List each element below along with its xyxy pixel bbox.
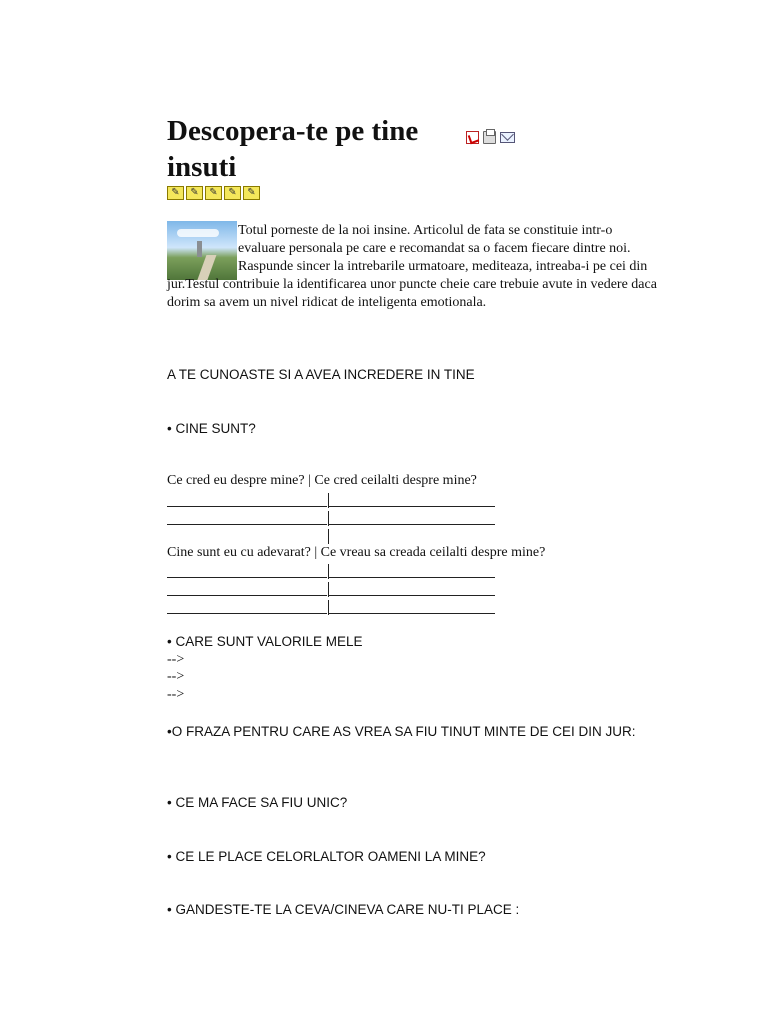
arrow-line: --> xyxy=(167,652,185,667)
answer-line-right[interactable] xyxy=(329,506,495,507)
question-fraza: •O FRAZA PENTRU CARE AS VREA SA FIU TINUT MINTE DE CEI DIN JUR: xyxy=(167,724,636,739)
answer-line-right[interactable] xyxy=(329,595,495,596)
question-place: • CE LE PLACE CELORLALTOR OAMENI LA MINE? xyxy=(167,849,486,864)
answer-line-left[interactable] xyxy=(167,506,327,507)
answer-line-right[interactable] xyxy=(329,524,495,525)
arrow-line: --> xyxy=(167,687,185,702)
table-header-2: Cine sunt eu cu adevarat? | Ce vreau sa creada ceilalti despre mine? xyxy=(167,545,546,560)
rating-star-icon[interactable]: ✎ xyxy=(167,186,184,200)
answer-row[interactable] xyxy=(167,491,497,508)
column-divider xyxy=(328,529,329,544)
rating-star-icon[interactable]: ✎ xyxy=(224,186,241,200)
print-icon[interactable] xyxy=(483,131,496,144)
question-valori: • CARE SUNT VALORILE MELE xyxy=(167,634,363,649)
answer-row[interactable] xyxy=(167,598,497,615)
answer-row[interactable] xyxy=(167,527,497,544)
article-title xyxy=(167,113,457,185)
rating-star-icon[interactable]: ✎ xyxy=(243,186,260,200)
answer-row[interactable] xyxy=(167,509,497,526)
article-intro xyxy=(167,222,659,312)
rating-star-icon[interactable]: ✎ xyxy=(186,186,203,200)
title-line-2: insuti xyxy=(167,151,237,183)
answer-row[interactable] xyxy=(167,580,497,597)
answer-line-right[interactable] xyxy=(329,577,495,578)
question-unic: • CE MA FACE SA FIU UNIC? xyxy=(167,795,348,810)
arrow-line: --> xyxy=(167,669,185,684)
rating-star-icon[interactable]: ✎ xyxy=(205,186,222,200)
section-heading: A TE CUNOASTE SI A AVEA INCREDERE IN TINE xyxy=(167,367,475,382)
answer-line-left[interactable] xyxy=(167,577,327,578)
thumbnail-spacer xyxy=(167,222,238,276)
answer-line-left[interactable] xyxy=(167,524,327,525)
question-nu-place: • GANDESTE-TE LA CEVA/CINEVA CARE NU-TI PLACE : xyxy=(167,902,520,917)
email-icon[interactable] xyxy=(500,132,515,143)
rating-stars[interactable] xyxy=(167,186,260,200)
title-line-1: Descopera-te pe tine xyxy=(167,115,419,147)
answer-line-left[interactable] xyxy=(167,595,327,596)
article-actions xyxy=(466,131,515,144)
question-cine-sunt: • CINE SUNT? xyxy=(167,421,256,436)
answer-row[interactable] xyxy=(167,562,497,579)
intro-text: Totul porneste de la noi insine. Articolul de fata se constituie intr-o evaluare personala pe care e recomandat sa o facem fiecare dintre noi. Raspunde sincer la intrebarile urmatoare, mediteaza, intreaba-i pe cei din jur.Testul contribuie la identificarea unor puncte cheie care trebuie avute in vedere daca dorim sa avem un nivel ridicat de inteligenta emotionala. xyxy=(167,223,657,310)
answer-line-right[interactable] xyxy=(329,613,495,614)
answer-line-left[interactable] xyxy=(167,613,327,614)
pdf-icon[interactable] xyxy=(466,131,479,144)
table-header-1: Ce cred eu despre mine? | Ce cred ceilalti despre mine? xyxy=(167,473,477,488)
